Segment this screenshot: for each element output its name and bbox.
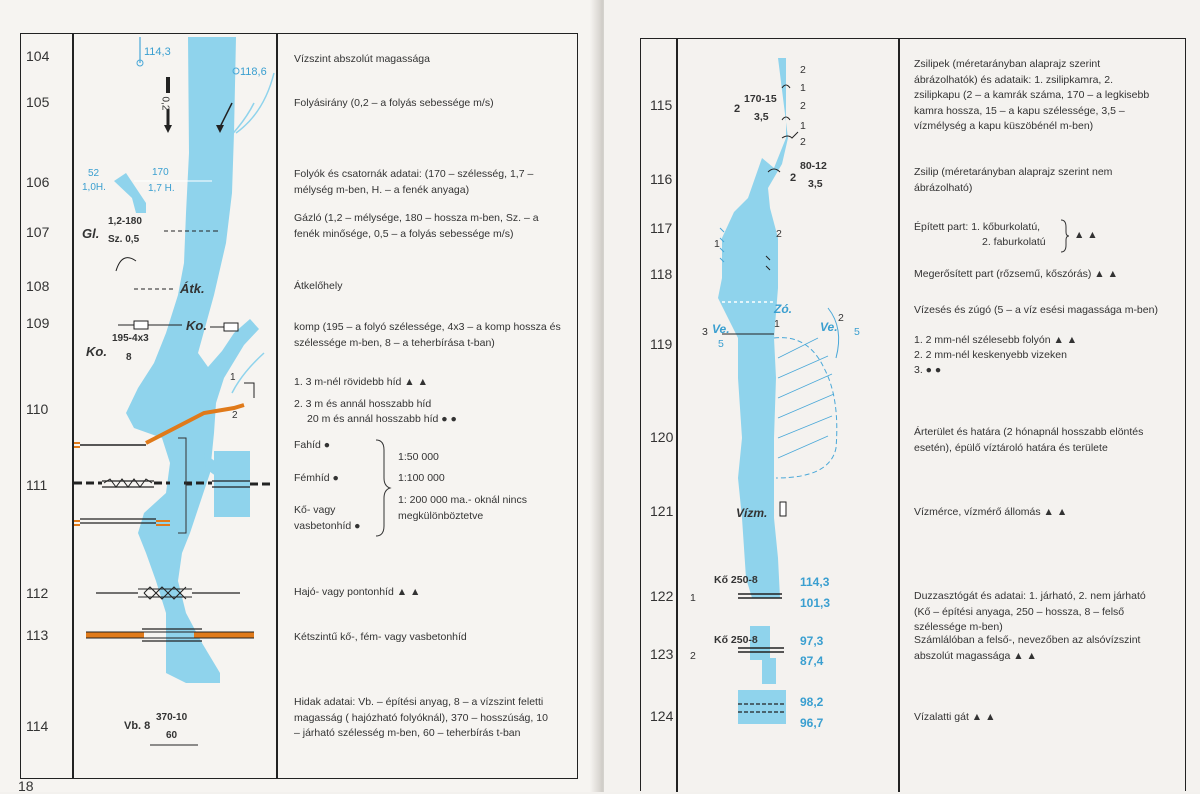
r-label-116-top: 80-12 [800, 160, 827, 172]
desc-117-1: Épített part: 1. kőburkolatú, [914, 221, 1041, 233]
desc-109: komp (195 – a folyó szélessége, 4x3 – a komp hossza és szélessége m-ben, 8 – a teherbírása t-ban) [294, 321, 561, 349]
desc-119-1: 1. 2 mm-nél szélesebb folyón ▲ ▲ [914, 334, 1078, 346]
row-num-110: 110 [26, 401, 49, 417]
desc-107: Gázló (1,2 – mélysége, 180 – hossza m-ben, Sz. – a fenék minősége, 0,5 – a folyás sebessége m/s) [294, 212, 539, 240]
row-num-106: 106 [26, 174, 50, 190]
r-label-119-5b: 5 [854, 326, 860, 338]
row-num-111: 111 [26, 477, 48, 493]
r-label-122-kő: Kő 250-8 [714, 574, 758, 586]
desc-117-2: 2. faburkolatú [982, 236, 1046, 248]
r-label-122-1: 1 [690, 592, 696, 604]
row-num-120: 120 [650, 429, 674, 445]
map-label-114-top: 370-10 [156, 712, 188, 723]
bridge-type-fahid: Fahíd ● [294, 439, 331, 451]
bridge-type-femhid: Fémhíd ● [294, 472, 339, 484]
map-label-gl: Gl. [82, 226, 100, 241]
page-number: 18 [18, 778, 34, 794]
r-label-119-5: 5 [718, 338, 724, 350]
row-num-109: 109 [26, 315, 50, 331]
r-label-119-ve: Ve. [712, 322, 730, 336]
scale-brace [374, 438, 394, 538]
desc-108: Átkelőhely [294, 280, 343, 292]
marks-117: ▲ ▲ [1074, 229, 1098, 241]
row-num-105: 105 [26, 94, 50, 110]
row-num-107: 107 [26, 224, 50, 240]
desc-119-2: 2. 2 mm-nél keskenyebb vizeken [914, 349, 1067, 361]
r-label-115-n1a: 1 [800, 82, 806, 94]
r-label-119-1: 1 [774, 318, 780, 330]
bridge-type-ko: Kő- vagy vasbetonhíd ● [294, 504, 361, 532]
row-num-112: 112 [26, 585, 49, 601]
r-label-115-pre: 2 [734, 103, 741, 115]
desc-110-1: 1. 3 m-nél rövidebb híd ▲ ▲ [294, 376, 429, 388]
row-num-118: 118 [650, 266, 673, 282]
map-label-52: 52 [88, 168, 100, 179]
scale-1: 1:50 000 [398, 451, 439, 463]
left-page [0, 0, 596, 792]
map-label-110-1: 1 [230, 372, 236, 383]
row-num-108: 108 [26, 278, 50, 294]
desc-118: Megerősített part (rőzsemű, kőszórás) ▲ ▲ [914, 268, 1119, 280]
row-num-116: 116 [650, 171, 673, 187]
r-label-122-bot: 101,3 [800, 596, 831, 610]
r-label-124-bot: 96,7 [800, 716, 824, 730]
map-label-ko-top: 195-4x3 [112, 333, 149, 344]
row-num-114: 114 [26, 718, 49, 734]
map-label-170: 170 [152, 167, 169, 178]
map-label-10h: 1,0H. [82, 182, 106, 193]
map-label-110-2: 2 [232, 410, 238, 421]
r-label-115-n2c: 2 [800, 136, 806, 148]
desc-115: Zsilipek (méretarányban alaprajz szerint ábrázolhatók) és adataik: 1. zsilipkamra, 2. zsilipkapu (2 – a kamrák száma, 170 – a legkisebb kamra hossza, 15 – a kapu szélessége, 3,5 – vízmélység a kapu küszöbénél m-ben) [914, 58, 1150, 132]
brace-117 [1060, 219, 1070, 253]
row-num-124: 124 [650, 708, 674, 724]
r-label-115-n2b: 2 [800, 100, 806, 112]
desc-119-3: 3. ● ● [914, 364, 942, 376]
desc-112: Hajó- vagy pontonhíd ▲ ▲ [294, 586, 421, 598]
r-label-117-2: 2 [776, 228, 782, 240]
map-label-1143: 114,3 [144, 46, 171, 58]
desc-113: Kétszintű kő-, fém- vagy vasbetonhíd [294, 631, 467, 643]
r-label-119-zo: Zó. [774, 302, 792, 316]
r-label-115-n1b: 1 [800, 120, 806, 132]
map-label-vb8: Vb. 8 [124, 720, 151, 732]
map-label-1186: 118,6 [240, 66, 267, 78]
r-label-119-ve2: Ve. [820, 320, 838, 334]
r-label-119-2: 2 [838, 312, 844, 324]
r-label-115-top: 170-15 [744, 93, 777, 105]
desc-121: Vízmérce, vízmérő állomás ▲ ▲ [914, 506, 1068, 518]
row-num-119: 119 [650, 336, 673, 352]
map-label-114-bot: 60 [166, 730, 178, 741]
desc-123: Számlálóban a felső-, nevezőben az alsóvízszint abszolút magassága ▲ ▲ [914, 634, 1141, 662]
left-col-divider-2 [276, 33, 278, 779]
desc-110-2: 2. 3 m és annál hosszabb híd [294, 398, 432, 410]
right-col-divider-2 [898, 38, 900, 792]
r-label-116-pre: 2 [790, 172, 797, 184]
r-label-122-top: 114,3 [800, 575, 830, 589]
desc-124: Vízalatti gát ▲ ▲ [914, 711, 996, 723]
r-label-123-top: 97,3 [800, 634, 824, 648]
right-page [604, 0, 1200, 792]
r-label-124-top: 98,2 [800, 695, 824, 709]
map-label-ko2: Ko. [86, 344, 107, 359]
row-num-113: 113 [26, 627, 49, 643]
desc-105: Folyásirány (0,2 – a folyás sebessége m/s) [294, 97, 494, 109]
desc-122: Duzzasztógát és adatai: 1. járható, 2. nem járható (Kő – építési anyaga, 250 – hossza, 8 – felső szélessége m-ben) [914, 590, 1146, 633]
row-num-117: 117 [650, 220, 673, 236]
r-label-116-bot: 3,5 [808, 178, 823, 190]
r-label-121: Vízm. [736, 506, 768, 520]
desc-116: Zsilip (méretarányban alaprajz szerint nem ábrázolható) [914, 166, 1113, 194]
row-num-123: 123 [650, 646, 674, 662]
map-label-17h: 1,7 H. [148, 183, 175, 194]
map-label-atk: Átk. [180, 281, 205, 296]
desc-120: Árterület és határa (2 hónapnál hosszabb elöntés esetén), épülő víztároló határa és területe [914, 426, 1144, 454]
map-label-ko-bot: 8 [126, 352, 132, 363]
river-map-left [74, 33, 274, 779]
r-label-115-n2a: 2 [800, 64, 806, 76]
map-label-gl-bot: Sz. 0,5 [108, 234, 140, 245]
r-label-119-3: 3 [702, 326, 708, 338]
desc-104: Vízszint abszolút magassága [294, 53, 430, 65]
map-label-gl-top: 1,2-180 [108, 216, 142, 227]
river-map-right [678, 38, 898, 792]
desc-119: Vízesés és zúgó (5 – a víz esési magassága m-ben) [914, 304, 1158, 316]
desc-114: Hidak adatai: Vb. – építési anyag, 8 – a vízszint feletti magasság ( hajózható folyóknál), 370 – hosszúság, 10 – járható szélesség m-ben, 60 – teherbírás t-ban [294, 696, 548, 739]
row-num-121: 121 [650, 503, 674, 519]
scale-2: 1:100 000 [398, 472, 445, 484]
desc-106: Folyók és csatornák adatai: (170 – szélesség, 1,7 – mélység m-ben, H. – a fenék anyaga) [294, 168, 534, 196]
r-label-117-1: 1 [714, 238, 720, 250]
map-label-ko: Ko. [186, 318, 207, 333]
r-label-123-kő: Kő 250-8 [714, 634, 758, 646]
scale-3: 1: 200 000 ma.- oknál nincs megkülönböztetve [398, 494, 527, 522]
r-label-123-bot: 87,4 [800, 654, 824, 668]
map-label-flow: 0,2 [159, 96, 171, 111]
desc-110-3: 20 m és annál hosszabb híd ● ● [307, 413, 457, 425]
r-label-115-bot: 3,5 [754, 111, 769, 123]
row-num-122: 122 [650, 588, 674, 604]
row-num-104: 104 [26, 48, 50, 64]
row-num-115: 115 [650, 97, 673, 113]
r-label-123-2: 2 [690, 650, 696, 662]
